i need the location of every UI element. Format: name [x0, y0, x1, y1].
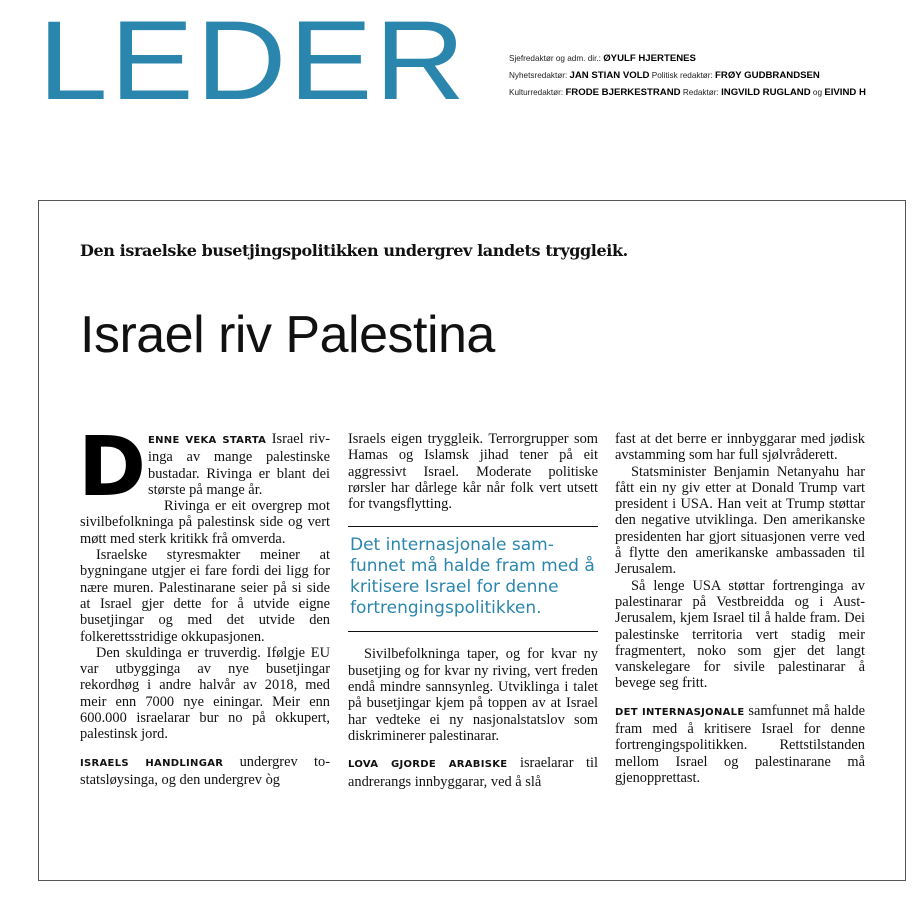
paragraph: Israelske styresmakter meiner at bygningane utgjer ei fare fordi dei ligg for nære muren. Palestinarane seier på si side at Israel gjer dette for å utvide eigne busetjingar og med det utvide den folkerettsstridige okkupasjonen.: [80, 547, 330, 645]
staff-role: og: [812, 88, 823, 97]
paragraph: [615, 703, 865, 786]
drop-cap: D: [78, 420, 147, 515]
section-title: LEDER: [38, 0, 468, 123]
staff-name: EIVIND H: [824, 87, 866, 98]
staff-role: Kulturredaktør:: [509, 88, 564, 97]
staff-name: ØYULF HJERTENES: [603, 53, 696, 64]
pull-quote: Det internasjonale samfunnet må halde fram med å kritisere Israel for denne fortrengingspolitikken.: [348, 526, 598, 632]
staff-name: FRØY GUDBRANDSEN: [715, 70, 820, 81]
paragraph: [78, 420, 330, 515]
paragraph: Rivinga er eit overgrep mot sivilbefolkninga på palestinsk side og vert møtt med sterk kritikk frå omverda.: [80, 498, 330, 547]
staff-name: INGVILD RUGLAND: [721, 87, 811, 98]
section-lead-caps: ISRAELS HANDLINGAR: [80, 757, 224, 769]
staff-line: [509, 67, 866, 84]
staff-name: FRODE BJERKESTRAND: [565, 87, 681, 98]
article-kicker: Den israelske busetjingspolitikken undergrev landets tryggleik.: [80, 241, 628, 260]
paragraph: Statsminister Benjamin Netanyahu har fått ein ny giv etter at Donald Trump vart president i USA. Han veit at Trump støttar den negative utviklinga. Den amerikanske presidenten har gjort situasjonen verre ved å flytte den amerikanske ambassaden til Jerusalem.: [615, 463, 865, 578]
staff-role: Politisk redaktør:: [651, 71, 713, 80]
article-column-2: [348, 431, 598, 790]
paragraph: Så lenge USA støttar fortrenginga av palestinarar på Vestbreidda og i Aust-Jerusalem, kjem Israel til å halde fram. Dei palestinske territoria vert stadig meir fragmentert, noko som gjer det langt vanskelegare for sivile palestinarar å bevege seg fritt.: [615, 577, 865, 692]
staff-credits: [509, 50, 866, 101]
paragraph: [348, 755, 598, 790]
article-column-1: [78, 420, 330, 788]
section-lead-caps: LOVA GJORDE ARABISKE: [348, 759, 508, 771]
paragraph: Israels eigen tryggleik. Terrorgrupper som Hamas og Islamsk jihad tener på eit aggressivt Israel. Moderate politiske rørsler har dårlege kår når folk vert utsett for tvangsflytting.: [348, 431, 598, 513]
staff-role: Nyhetsredaktør:: [509, 71, 568, 80]
paragraph: [80, 754, 330, 789]
paragraph-text: undergrev to-statsløysinga, og den undergrev òg: [80, 753, 330, 788]
staff-name: JAN STIAN VOLD: [569, 70, 650, 81]
lead-in-caps: ENNE VEKA STARTA: [148, 435, 267, 446]
section-lead-caps: DET INTERNASJONALE: [615, 706, 745, 718]
paragraph-text: samfunnet må halde fram med å kritisere Israel for denne fortrengingspolitikken. Rettstilstanden mellom Israel og palestinarane må gjenopprettast.: [615, 702, 865, 786]
paragraph-text: israelarar til andrerangs innbyggarar, ved å slå: [348, 755, 599, 790]
staff-role: Sjefredaktør og adm. dir.:: [509, 54, 601, 63]
paragraph: Sivilbefolkninga taper, og for kvar ny busetjing og for kvar ny riving, vert freden endå mindre sannsynleg. Utviklinga i talet på busetjingar kjem på toppen av at Israel har vedteke ei ny nasjonalstatslov som diskriminerer palestinarar.: [348, 646, 598, 744]
staff-line: [509, 50, 866, 67]
paragraph-text: Israel rivinga av mange palestinske bustadar. Rivinga er blant dei største på mange år.: [148, 431, 330, 498]
staff-role: Redaktør:: [682, 88, 719, 97]
paragraph: fast at det berre er innbyggarar med jødisk avstamming som har full sjølvråderett.: [615, 431, 865, 464]
paragraph: Den skuldinga er truverdig. Ifølgje EU var utbygginga av nye busetjingar rekordhøg i andre halvår av 2018, med meir enn 7000 nye einingar. Meir enn 600.000 israelarar bur no på okkupert, palestinsk jord.: [80, 644, 330, 743]
article-headline: Israel riv Palestina: [80, 306, 495, 364]
editorial-box: [38, 200, 906, 881]
staff-line: [509, 84, 866, 101]
article-column-3: [615, 431, 865, 786]
